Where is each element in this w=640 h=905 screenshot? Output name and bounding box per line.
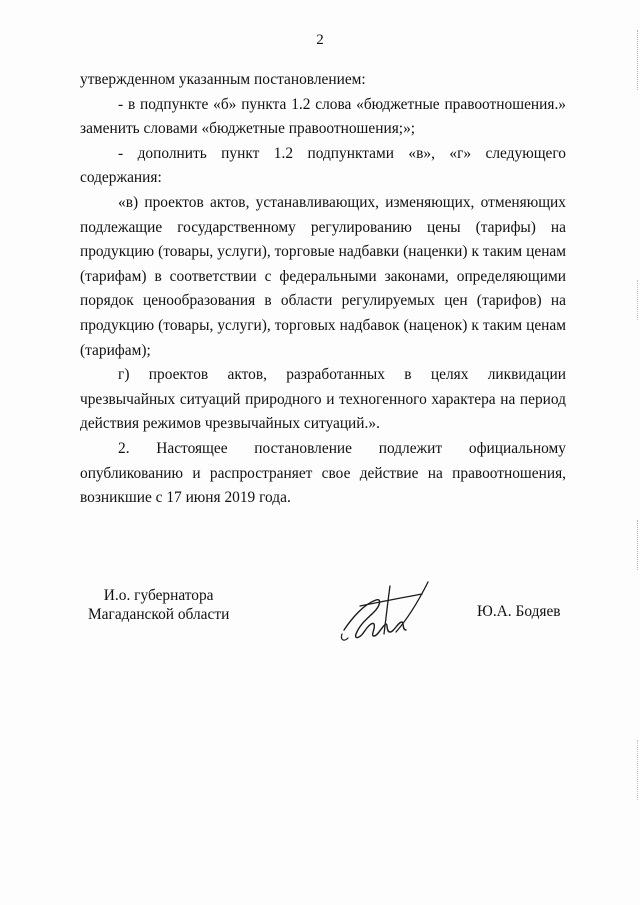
paragraph-subpoint-v: «в) проектов актов, устанавливающих, изменяющих, отменяющих подлежащие государственному регулированию цены (тарифы) на продукцию (товары, услуги), торговые надбавки (наценки) к таким ценам (тарифам) в соответствии с федеральными законами, определяющими порядок ценообразования в области регулируемых цен (тарифов) на продукцию (товары, услуги), торговых надбавок (наценок) к таким ценам (тарифам); [80, 193, 566, 359]
signer-name: Ю.А. Бодяев [477, 603, 561, 620]
body-text [80, 68, 566, 511]
signer-title-line1: И.о. губернатора [103, 587, 214, 604]
signer-title [88, 586, 229, 624]
paragraph-clause-2: 2. Настоящее постановление подлежит официальному опубликованию и распространяет свое действие на правоотношения, возникшие с 17 июня 2019 года. [80, 439, 566, 507]
scan-edge-mark [634, 520, 638, 570]
signer-title-line2: Магаданской области [88, 606, 230, 623]
scan-edge-mark [634, 740, 638, 800]
scan-edge-mark [634, 280, 638, 320]
page-number: 2 [316, 32, 324, 48]
paragraph-continuation: утвержденном указанным постановлением: [80, 71, 366, 88]
paragraph-amendment-add: - дополнить пункт 1.2 подпунктами «в», «г» следующего содержания: [80, 144, 566, 187]
signature-block [0, 578, 640, 658]
paragraph-amendment-b: - в подпункте «б» пункта 1.2 слова «бюджетные правоотношения.» заменить словами «бюджетные правоотношения;»; [80, 95, 566, 138]
scan-edge-mark [634, 30, 638, 90]
handwritten-signature-icon [330, 578, 440, 658]
paragraph-subpoint-g: г) проектов актов, разработанных в целях ликвидации чрезвычайных ситуаций природного и техногенного характера на период действия режимов чрезвычайных ситуаций.». [80, 366, 566, 433]
